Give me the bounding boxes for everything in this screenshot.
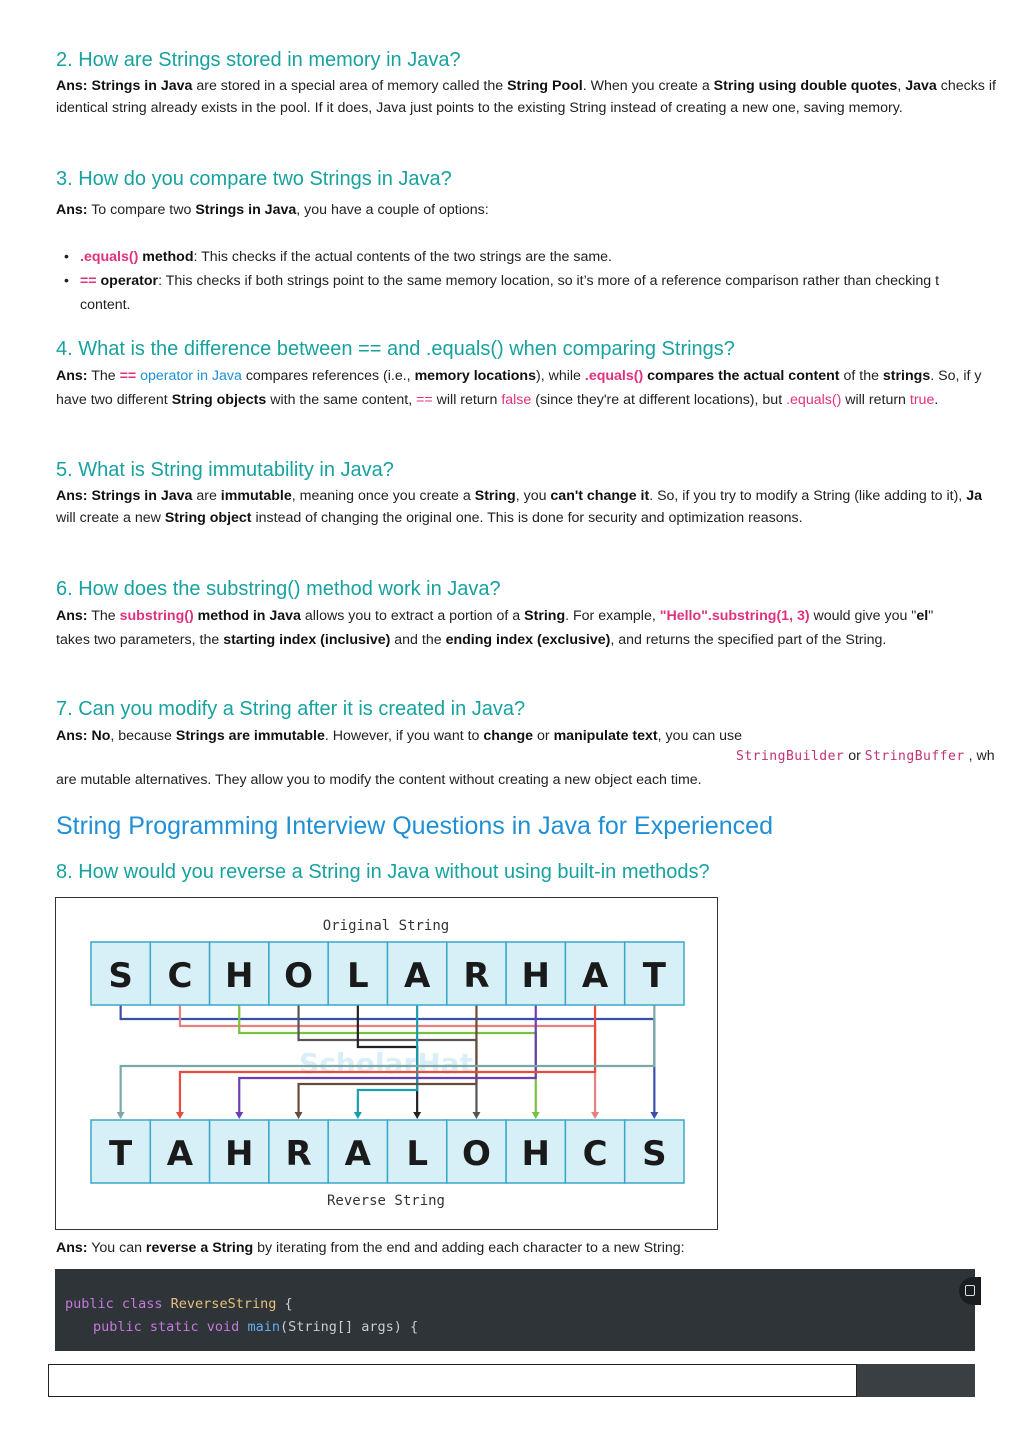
q4-heading: 4. What is the difference between == and .equals() when comparing Strings?	[56, 338, 735, 360]
original-string-label: Original String	[322, 918, 450, 934]
arrow-head	[591, 1112, 599, 1119]
original-letter: S	[108, 956, 133, 996]
arrow-head	[176, 1112, 184, 1119]
original-letter: L	[347, 956, 369, 996]
q7-heading: 7. Can you modify a String after it is created in Java?	[56, 698, 526, 720]
original-letters	[91, 942, 684, 1005]
original-letter: O	[284, 956, 314, 996]
q5-answer-line1: Ans: Strings in Java are immutable, meaning once you create a String, you can't change it. So, if you try to modify a String (like adding to it), Ja	[56, 488, 982, 504]
reversed-letter: H	[521, 1134, 550, 1174]
q2-answer-line1: Ans: Strings in Java are stored in a special area of memory called the String Pool. When you create a String using double quotes, Java checks if	[56, 78, 996, 94]
reversed-letter: A	[166, 1134, 194, 1174]
bullet-dot: •	[64, 248, 69, 264]
q3-heading: 3. How do you compare two Strings in Java?	[56, 168, 452, 190]
q3-bullet-operator-cont: content.	[80, 297, 131, 313]
operator-in-java-link[interactable]: operator in Java	[136, 368, 242, 384]
arrow-head	[295, 1112, 303, 1119]
original-letter: R	[463, 956, 490, 996]
q3-bullet-equals: .equals() method: This checks if the actual contents of the two strings are the same.	[80, 249, 612, 265]
arrow-head	[413, 1112, 421, 1119]
arrow-head	[532, 1112, 540, 1119]
reversed-letter: R	[285, 1134, 312, 1174]
original-letter: C	[167, 956, 193, 996]
q3-answer: Ans: To compare two Strings in Java, you have a couple of options:	[56, 202, 489, 218]
bottom-input-box[interactable]	[48, 1364, 857, 1397]
arrow-head	[354, 1112, 362, 1119]
original-letter: H	[521, 956, 550, 996]
q4-answer-line1: Ans: The == operator in Java compares references (i.e., memory locations), while .equals() compares the actual content of the strings. So, if y	[56, 368, 982, 384]
original-letter: H	[225, 956, 254, 996]
q6-answer-line1: Ans: The substring() method in Java allows you to extract a portion of a String. For example, "Hello".substring(1, 3) would give you "el"	[56, 608, 934, 624]
copy-icon	[965, 1285, 975, 1296]
section-title: String Programming Interview Questions in Java for Experienced	[56, 812, 773, 840]
arrow-head	[117, 1112, 125, 1119]
q8-answer: Ans: You can reverse a String by iterating from the end and adding each character to a new String:	[56, 1240, 685, 1256]
arrow-head	[472, 1112, 480, 1119]
original-letter: A	[581, 956, 609, 996]
q7-answer-line1: Ans: No, because Strings are immutable. However, if you want to change or manipulate text, you can use	[56, 728, 743, 744]
arrow-head	[235, 1112, 243, 1119]
code-block	[55, 1269, 975, 1351]
q3-bullet-operator: == operator: This checks if both strings point to the same memory location, so it’s more of a reference comparison rather than checking t	[80, 273, 940, 289]
q4-answer-line2: have two different String objects with the same content, == will return false (since they're at different locations), but .equals() will return true.	[56, 392, 939, 408]
watermark: ScholarHat	[299, 1047, 473, 1080]
code-line-2: public static void main(String[] args) {	[93, 1319, 419, 1335]
copy-code-button[interactable]	[959, 1277, 981, 1305]
q8-heading: 8. How would you reverse a String in Java without using built-in methods?	[56, 861, 710, 883]
q7-answer-line2: StringBuilder or StringBuffer , wh	[736, 748, 995, 764]
q5-heading: 5. What is String immutability in Java?	[56, 459, 394, 481]
reverse-diagram-svg	[56, 898, 716, 1228]
reverse-string-label: Reverse String	[326, 1193, 446, 1209]
reversed-letter: O	[461, 1134, 491, 1174]
reversed-letter: H	[225, 1134, 254, 1174]
reversed-letter: C	[582, 1134, 608, 1174]
q6-heading: 6. How does the substring() method work in Java?	[56, 578, 501, 600]
reversed-letter: S	[642, 1134, 667, 1174]
q5-answer-line2: will create a new String object instead of changing the original one. This is done for security and optimization reasons.	[56, 510, 803, 526]
code-line-1: public class ReverseString {	[65, 1296, 293, 1312]
q6-answer-line2: takes two parameters, the starting index (inclusive) and the ending index (exclusive), and returns the specified part of the String.	[56, 632, 887, 648]
reversed-letters	[91, 1120, 684, 1183]
arrow-head	[650, 1112, 658, 1119]
reversed-letter: A	[344, 1134, 372, 1174]
q2-heading: 2. How are Strings stored in memory in Java?	[56, 49, 461, 71]
reversed-letter: L	[406, 1134, 428, 1174]
original-letter: T	[642, 956, 666, 996]
bullet-dot: •	[64, 272, 69, 288]
q7-answer-line3: are mutable alternatives. They allow you to modify the content without creating a new object each time.	[56, 772, 702, 788]
reversed-letter: T	[109, 1134, 133, 1174]
reverse-string-diagram	[55, 897, 718, 1230]
original-letter: A	[403, 956, 431, 996]
q2-answer-line2: identical string already exists in the pool. If it does, Java just points to the existing String instead of creating a new one, saving memory.	[56, 100, 903, 116]
bottom-dark-panel	[857, 1364, 975, 1397]
